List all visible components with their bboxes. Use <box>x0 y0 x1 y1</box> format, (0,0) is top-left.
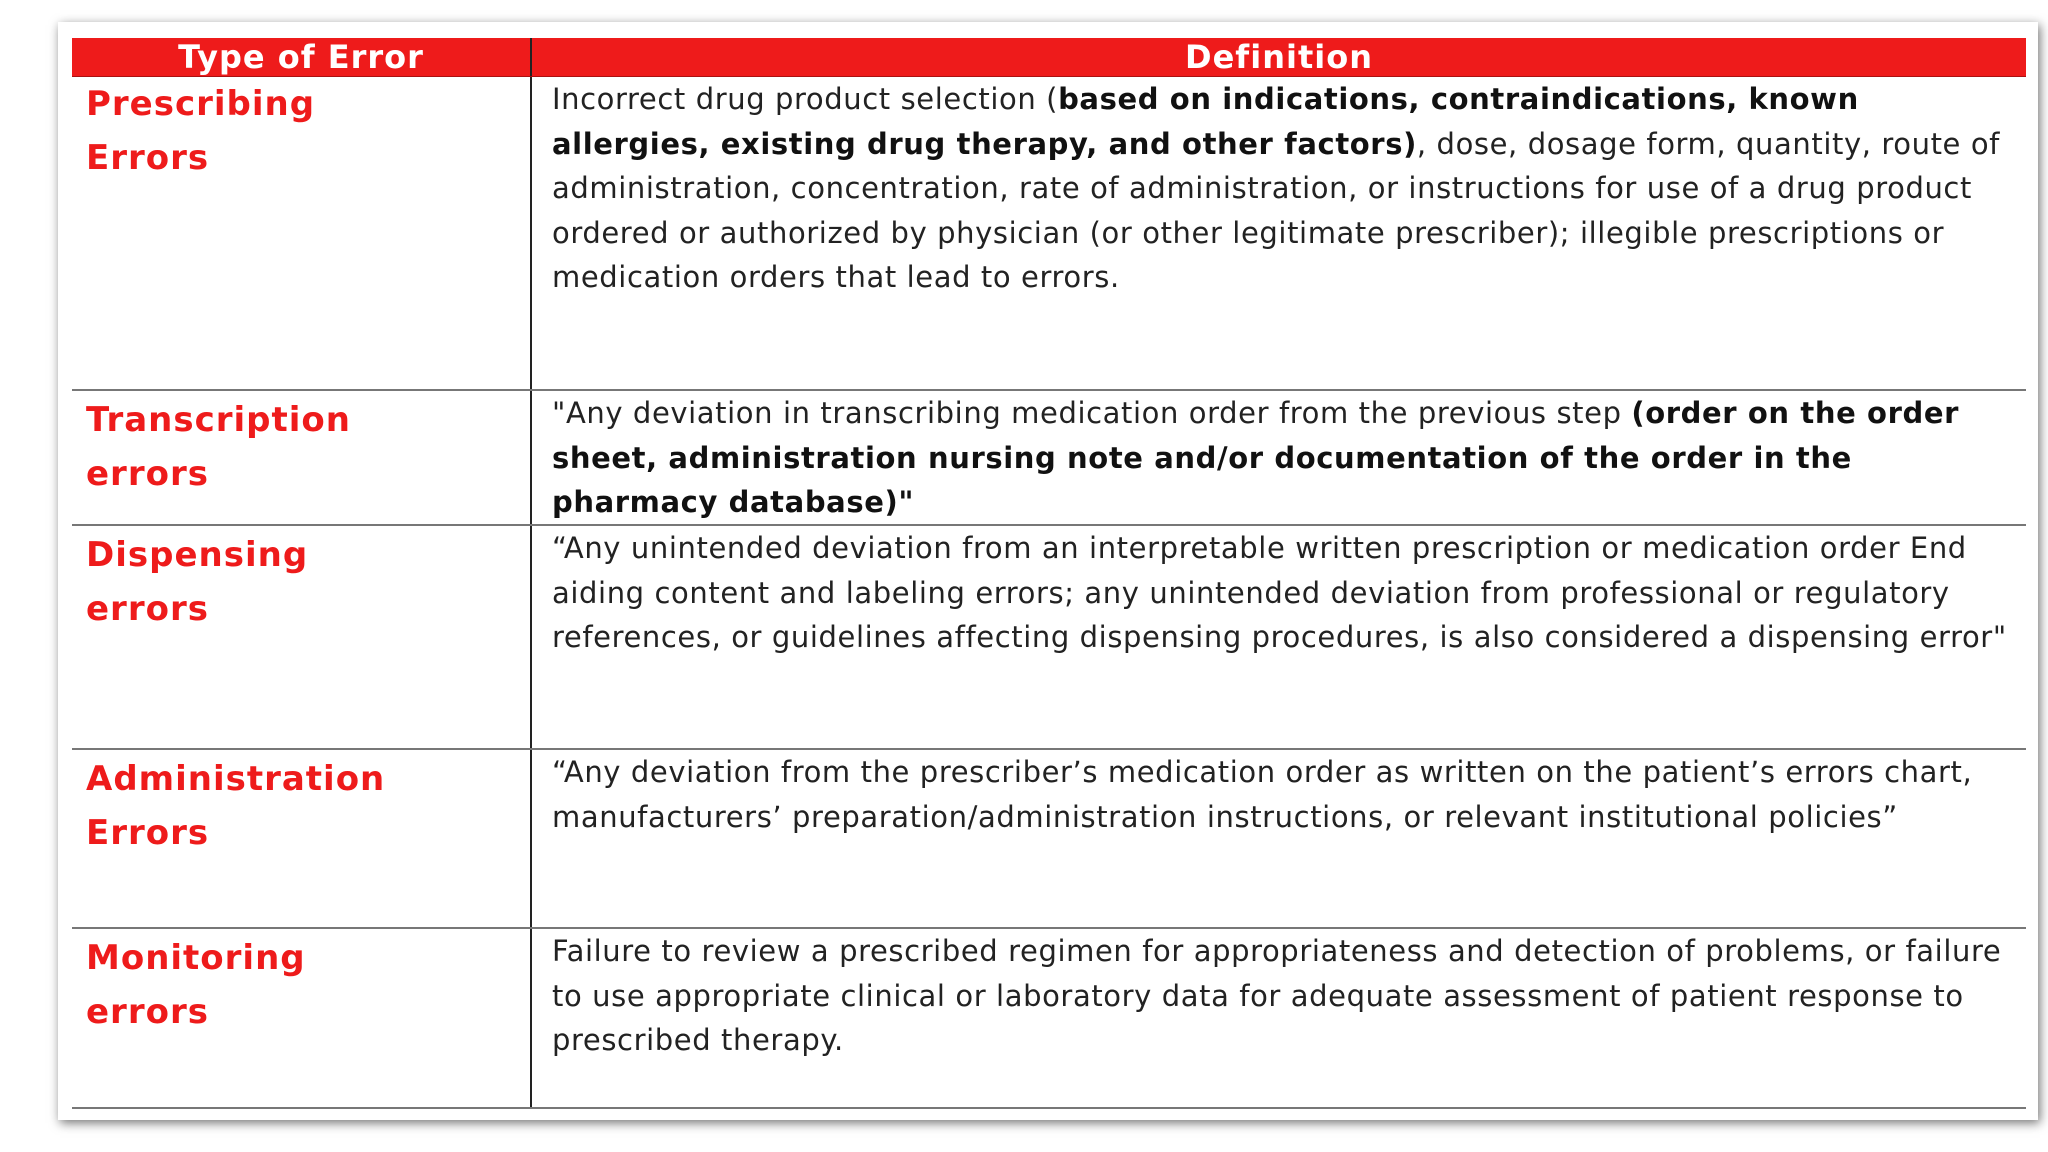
error-type-line: Administration <box>86 759 386 799</box>
error-type-line: Prescribing <box>86 84 316 124</box>
error-type-cell <box>72 750 532 927</box>
definition-cell <box>532 526 2026 748</box>
definition-cell <box>532 929 2026 1107</box>
error-type-line: Errors <box>86 138 210 178</box>
table-row <box>72 750 2026 929</box>
definition-text: , dose, dosage form, quantity, route of administration, concentration, rate of administration, or instructions for use of a drug product ordered or authorized by physician (or other legitimate prescriber); illegible prescriptions or medication orders that lead to errors. <box>552 126 2000 295</box>
error-types-table <box>72 38 2026 1109</box>
error-type-cell <box>72 77 532 389</box>
error-type-line: Dispensing <box>86 535 309 575</box>
table-row <box>72 77 2026 391</box>
error-type-cell <box>72 391 532 524</box>
table-frame <box>58 22 2038 1120</box>
definition-text-bold: based on indications, contraindications, known allergies, existing drug therapy, and other factors) <box>552 82 1859 161</box>
error-type-cell <box>72 929 532 1107</box>
error-type-line: errors <box>86 454 209 494</box>
table-row <box>72 391 2026 526</box>
definition-text: "Any deviation in transcribing medication order from the previous step <box>552 396 1632 430</box>
definition-text: Failure to review a prescribed regimen for appropriateness and detection of problems, or failure to use appropriate clinical or laboratory data for adequate assessment of patient response to prescribed therapy. <box>552 934 2002 1058</box>
table-header <box>72 38 2026 77</box>
header-definition: Definition <box>1185 38 1373 76</box>
error-type-line: Monitoring <box>86 938 306 978</box>
definition-text: Incorrect drug product selection ( <box>552 82 1059 116</box>
table-row <box>72 526 2026 750</box>
table-row <box>72 929 2026 1109</box>
error-type-cell <box>72 526 532 748</box>
definition-cell <box>532 77 2026 389</box>
error-type-line: Transcription <box>86 400 351 440</box>
header-type-of-error: Type of Error <box>72 38 532 76</box>
error-type-line: errors <box>86 992 209 1032</box>
definition-text: “Any unintended deviation from an interpretable written prescription or medication order End aiding content and labeling errors; any unintended deviation from professional or regulatory references, or guidelines affecting dispensing procedures, is also considered a dispensing error" <box>552 531 2007 655</box>
definition-cell <box>532 391 2026 524</box>
definition-text-bold: (order on the order sheet, administration nursing note and/or documentation of the order in the pharmacy database)" <box>552 396 1960 520</box>
error-type-line: Errors <box>86 813 210 853</box>
error-type-line: errors <box>86 589 209 629</box>
definition-cell <box>532 750 2026 927</box>
definition-text: “Any deviation from the prescriber’s medication order as written on the patient’s errors chart, manufacturers’ preparation/administration instructions, or relevant institutional policies” <box>552 755 1973 834</box>
